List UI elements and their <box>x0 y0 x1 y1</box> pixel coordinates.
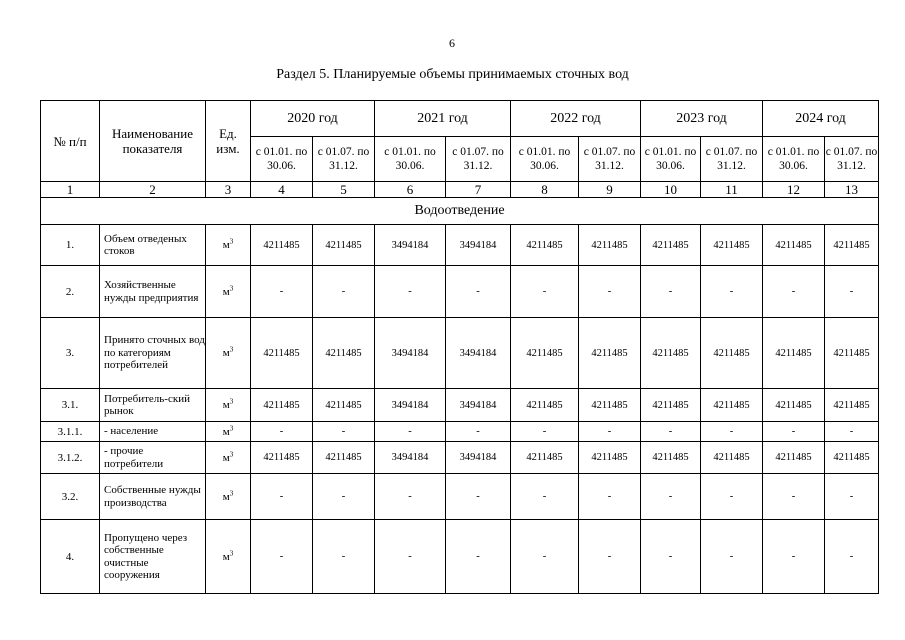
value-cell: - <box>313 474 375 520</box>
value-cell: 4211485 <box>251 389 313 422</box>
value-cell: 3494184 <box>446 225 511 266</box>
column-number: 3 <box>206 182 251 198</box>
value-cell: - <box>579 520 641 594</box>
unit-exponent: 3 <box>229 397 234 406</box>
row-number: 4. <box>41 520 100 594</box>
value-cell: 4211485 <box>313 225 375 266</box>
value-cell: 3494184 <box>375 318 446 389</box>
value-cell: - <box>313 266 375 318</box>
unit-cell <box>206 520 251 594</box>
value-cell: 4211485 <box>701 389 763 422</box>
indicator-name: Собственные нужды производства <box>100 474 206 520</box>
header-year-2021: 2021 год <box>375 101 511 137</box>
value-cell: - <box>825 520 879 594</box>
value-cell: 4211485 <box>825 318 879 389</box>
row-number: 3.1.1. <box>41 422 100 442</box>
header-period-second-half: с 01.07. по 31.12. <box>825 137 879 182</box>
value-cell: - <box>579 266 641 318</box>
value-cell: 4211485 <box>641 389 701 422</box>
table-row <box>41 422 879 442</box>
value-cell: - <box>641 474 701 520</box>
unit-text: м <box>222 451 230 464</box>
value-cell: 4211485 <box>579 225 641 266</box>
value-cell: 4211485 <box>251 442 313 474</box>
value-cell: - <box>375 474 446 520</box>
value-cell: - <box>251 422 313 442</box>
value-cell: - <box>375 266 446 318</box>
column-number: 11 <box>701 182 763 198</box>
value-cell: - <box>313 422 375 442</box>
header-period-first-half: с 01.01. по 30.06. <box>763 137 825 182</box>
header-year-2023: 2023 год <box>641 101 763 137</box>
value-cell: - <box>701 266 763 318</box>
unit-text: м <box>222 490 230 503</box>
unit-cell <box>206 266 251 318</box>
value-cell: - <box>641 266 701 318</box>
value-cell: 4211485 <box>641 442 701 474</box>
value-cell: 4211485 <box>825 442 879 474</box>
unit-text: м <box>222 239 230 251</box>
header-period-second-half: с 01.07. по 31.12. <box>701 137 763 182</box>
unit-cell <box>206 389 251 422</box>
unit-cell <box>206 442 251 474</box>
indicator-name: Принято сточных вод по категориям потребителей <box>100 318 206 389</box>
indicator-name: Пропущено через собственные очистные сооружения <box>100 520 206 594</box>
column-number: 4 <box>251 182 313 198</box>
row-number: 3.2. <box>41 474 100 520</box>
indicator-name: Потребитель-ский рынок <box>100 389 206 422</box>
value-cell: 4211485 <box>763 318 825 389</box>
value-cell: - <box>701 474 763 520</box>
unit-cell <box>206 422 251 442</box>
column-number: 2 <box>100 182 206 198</box>
value-cell: 4211485 <box>313 442 375 474</box>
value-cell: 4211485 <box>511 389 579 422</box>
header-period-second-half: с 01.07. по 31.12. <box>313 137 375 182</box>
column-number: 10 <box>641 182 701 198</box>
value-cell: - <box>251 520 313 594</box>
value-cell: 4211485 <box>251 318 313 389</box>
value-cell: - <box>825 266 879 318</box>
unit-text: м <box>222 285 230 298</box>
column-number: 12 <box>763 182 825 198</box>
value-cell: 4211485 <box>579 389 641 422</box>
value-cell: - <box>446 266 511 318</box>
row-number: 3. <box>41 318 100 389</box>
unit-text: м <box>222 399 230 411</box>
value-cell: - <box>511 520 579 594</box>
unit-exponent: 3 <box>229 548 234 557</box>
column-number: 9 <box>579 182 641 198</box>
value-cell: - <box>763 474 825 520</box>
value-cell: 3494184 <box>446 442 511 474</box>
indicator-name: - прочие потребители <box>100 442 206 474</box>
column-number: 13 <box>825 182 879 198</box>
column-number: 6 <box>375 182 446 198</box>
value-cell: - <box>701 520 763 594</box>
value-cell: 4211485 <box>763 442 825 474</box>
table-row <box>41 520 879 594</box>
value-cell: 4211485 <box>763 225 825 266</box>
unit-text: м <box>222 347 230 359</box>
row-number: 3.1.2. <box>41 442 100 474</box>
header-year-2022: 2022 год <box>511 101 641 137</box>
indicator-name: Хозяйственные нужды предприятия <box>100 266 206 318</box>
value-cell: 4211485 <box>313 318 375 389</box>
header-period-first-half: с 01.01. по 30.06. <box>641 137 701 182</box>
page-number: 6 <box>449 36 455 50</box>
value-cell: 3494184 <box>375 225 446 266</box>
value-cell: 4211485 <box>701 442 763 474</box>
unit-exponent: 3 <box>229 488 234 497</box>
header-year-2024: 2024 год <box>763 101 879 137</box>
value-cell: - <box>375 520 446 594</box>
value-cell: - <box>375 422 446 442</box>
value-cell: 4211485 <box>701 318 763 389</box>
value-cell: - <box>825 422 879 442</box>
header-period-second-half: с 01.07. по 31.12. <box>579 137 641 182</box>
header-period-first-half: с 01.01. по 30.06. <box>251 137 313 182</box>
unit-exponent: 3 <box>229 283 234 292</box>
value-cell: 4211485 <box>511 318 579 389</box>
unit-exponent: 3 <box>229 237 234 246</box>
column-number: 7 <box>446 182 511 198</box>
value-cell: - <box>511 422 579 442</box>
indicator-name: - население <box>100 422 206 442</box>
value-cell: - <box>763 520 825 594</box>
header-unit: Ед. изм. <box>206 101 251 182</box>
value-cell: - <box>446 520 511 594</box>
group-header-row: Водоотведение <box>41 198 879 225</box>
value-cell: - <box>641 422 701 442</box>
table-row <box>41 442 879 474</box>
value-cell: 4211485 <box>701 225 763 266</box>
value-cell: - <box>251 266 313 318</box>
value-cell: - <box>313 520 375 594</box>
value-cell: 4211485 <box>579 318 641 389</box>
unit-cell <box>206 318 251 389</box>
row-number: 1. <box>41 225 100 266</box>
header-year-2020: 2020 год <box>251 101 375 137</box>
column-number: 1 <box>41 182 100 198</box>
value-cell: - <box>446 422 511 442</box>
value-cell: - <box>579 474 641 520</box>
value-cell: 4211485 <box>825 389 879 422</box>
value-cell: - <box>251 474 313 520</box>
row-number: 3.1. <box>41 389 100 422</box>
value-cell: 4211485 <box>641 225 701 266</box>
header-period-first-half: с 01.01. по 30.06. <box>511 137 579 182</box>
unit-cell <box>206 225 251 266</box>
unit-exponent: 3 <box>229 423 234 432</box>
table-row <box>41 225 879 266</box>
value-cell: - <box>511 266 579 318</box>
value-cell: 4211485 <box>511 442 579 474</box>
table-row <box>41 266 879 318</box>
unit-exponent: 3 <box>229 345 234 354</box>
unit-text: м <box>222 550 230 563</box>
value-cell: 3494184 <box>446 318 511 389</box>
value-cell: 4211485 <box>313 389 375 422</box>
value-cell: - <box>579 422 641 442</box>
unit-text: м <box>222 425 230 438</box>
wastewater-volume-table <box>40 100 879 594</box>
column-number: 5 <box>313 182 375 198</box>
value-cell: 4211485 <box>641 318 701 389</box>
value-cell: - <box>763 422 825 442</box>
unit-cell <box>206 474 251 520</box>
value-cell: 4211485 <box>579 442 641 474</box>
value-cell: - <box>701 422 763 442</box>
table-row <box>41 318 879 389</box>
value-cell: 4211485 <box>825 225 879 266</box>
header-no: № п/п <box>41 101 100 182</box>
unit-exponent: 3 <box>229 449 234 458</box>
value-cell: 4211485 <box>511 225 579 266</box>
value-cell: - <box>511 474 579 520</box>
table-row <box>41 389 879 422</box>
value-cell: - <box>825 474 879 520</box>
table-row <box>41 474 879 520</box>
header-name: Наименование показателя <box>100 101 206 182</box>
value-cell: - <box>641 520 701 594</box>
value-cell: 3494184 <box>375 389 446 422</box>
header-period-second-half: с 01.07. по 31.12. <box>446 137 511 182</box>
indicator-name: Объем отведеных стоков <box>100 225 206 266</box>
column-number: 8 <box>511 182 579 198</box>
value-cell: 4211485 <box>251 225 313 266</box>
value-cell: 4211485 <box>763 389 825 422</box>
value-cell: - <box>763 266 825 318</box>
header-period-first-half: с 01.01. по 30.06. <box>375 137 446 182</box>
value-cell: 3494184 <box>375 442 446 474</box>
value-cell: - <box>446 474 511 520</box>
section-title: Раздел 5. Планируемые объемы принимаемых сточных вод <box>276 67 629 82</box>
value-cell: 3494184 <box>446 389 511 422</box>
row-number: 2. <box>41 266 100 318</box>
